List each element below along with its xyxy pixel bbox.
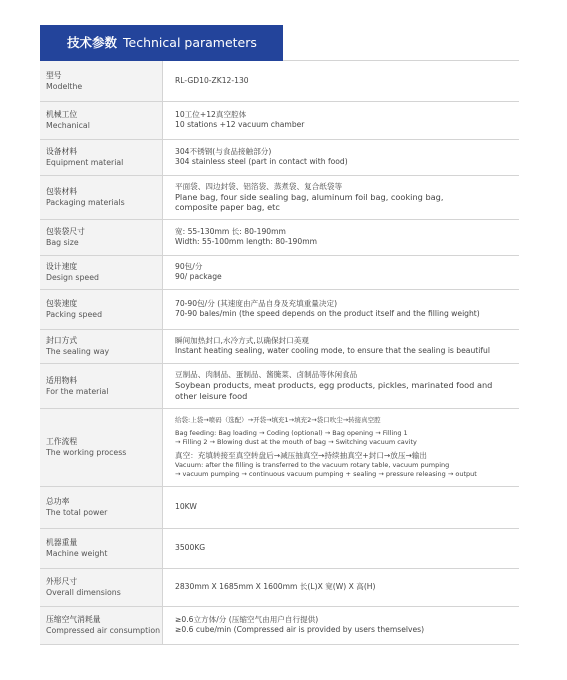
label-en: The sealing way [46, 347, 110, 356]
label-zh: 适用物料 [46, 375, 78, 385]
table-row [40, 175, 519, 219]
value-line: 2830mm X 1685mm X 1600mm 长(L)X 宽(W) X 高(H) [175, 582, 376, 591]
section-header-bar [40, 25, 283, 61]
header-title-en: Technical parameters [123, 35, 257, 50]
label-en: Bag size [46, 238, 79, 247]
value-line: Soybean products, meat products, egg products, pickles, marinated food and [175, 380, 493, 390]
row-label [40, 255, 163, 289]
section-header [40, 25, 283, 61]
value-line: Instant heating sealing, water cooling mode, to ensure that the sealing is beautiful [175, 346, 490, 355]
row-label [40, 486, 163, 528]
label-en: For the material [46, 386, 109, 396]
row-label [40, 528, 163, 568]
value-line: Vacuum: after the filling is transferred to the vacuum rotary table, vacuum pumping [175, 460, 450, 469]
value-line: → vacuum pumping → continuous vacuum pumping + sealing → pressure releasing → output [175, 469, 477, 478]
table-row [40, 329, 519, 363]
value-line: 平面袋、四边封袋、铝箔袋、蒸煮袋、复合纸袋等 [175, 181, 343, 191]
label-zh: 总功率 [46, 497, 70, 506]
label-zh: 包装材料 [46, 187, 78, 196]
label-en: Packing speed [46, 310, 103, 319]
row-label [40, 329, 163, 363]
label-en: Compressed air consumption [46, 626, 161, 635]
label-zh: 包装速度 [46, 299, 78, 308]
table-row [40, 101, 519, 139]
label-zh: 压缩空气消耗量 [46, 615, 101, 624]
row-value [163, 61, 520, 101]
value-line: 70-90 bales/min (the speed depends on the product itself and the filling weight) [175, 309, 480, 318]
row-value [163, 219, 520, 255]
label-en: The total power [46, 508, 108, 517]
row-label [40, 363, 163, 408]
row-value [163, 486, 520, 528]
value-line: other leisure food [175, 390, 248, 401]
table-row [40, 486, 519, 528]
value-line: Width: 55-100mm length: 80-190mm [175, 237, 318, 246]
row-value [163, 329, 520, 363]
row-value [163, 528, 520, 568]
row-value [163, 255, 520, 289]
value-line: ≥0.6 cube/min (Compressed air is provided by users themselves) [175, 625, 425, 634]
value-line: 304不锈钢(与食品接触部分) [175, 147, 272, 156]
table-row [40, 139, 519, 175]
row-label [40, 219, 163, 255]
label-zh: 封口方式 [46, 336, 78, 345]
table-row [40, 61, 519, 101]
label-zh: 设备材料 [46, 147, 78, 156]
value-line: 10 stations +12 vacuum chamber [175, 120, 305, 129]
label-en: Equipment material [46, 158, 124, 167]
label-en: The working process [46, 448, 127, 457]
value-line: 宽: 55-130mm 长: 80-190mm [175, 227, 286, 236]
label-en: Modelthe [46, 81, 83, 91]
label-zh: 型号 [46, 70, 62, 80]
row-value [163, 568, 520, 606]
value-line: RL-GD10-ZK12-130 [175, 75, 249, 85]
label-zh: 机器重量 [46, 538, 78, 547]
row-label [40, 568, 163, 606]
table-row [40, 363, 519, 408]
value-line: 90包/分 [175, 262, 203, 271]
label-zh: 外形尺寸 [46, 577, 78, 586]
label-en: Design speed [46, 273, 99, 282]
row-label [40, 175, 163, 219]
label-en: Mechanical [46, 121, 90, 130]
header-title-zh: 技术参数 [67, 35, 118, 50]
value-line: ≥0.6立方体/分 (压缩空气由用户自行提供) [175, 615, 319, 624]
value-line: 90/ package [175, 272, 222, 281]
row-label [40, 408, 163, 486]
value-line: → Filling 2 → Blowing dust at the mouth of bag → Switching vacuum cavity [175, 437, 417, 446]
value-line: 304 stainless steel (part in contact with food) [175, 157, 348, 166]
row-value [163, 606, 520, 644]
value-line: 豆制品、肉制品、蛋制品、酱腌菜、卤制品等休闲食品 [175, 370, 358, 379]
value-line: 10工位+12真空腔体 [175, 110, 247, 119]
row-label [40, 289, 163, 329]
row-label [40, 61, 163, 101]
table-row [40, 289, 519, 329]
value-line: 真空：充填转接至真空转盘后→减压抽真空→持续抽真空+封口→放压→输出 [175, 450, 428, 460]
value-line: 3500KG [175, 543, 206, 552]
label-en: Machine weight [46, 549, 108, 558]
label-en: Packaging materials [46, 198, 125, 207]
row-value [163, 139, 520, 175]
table-row [40, 255, 519, 289]
row-label [40, 101, 163, 139]
value-line: 10KW [175, 502, 197, 511]
value-line: composite paper bag, etc [175, 202, 280, 212]
table-row [40, 528, 519, 568]
value-line: 给袋:上袋→喷码（选配）→开袋→填充1→填充2→袋口吹尘→转接真空腔 [175, 415, 381, 424]
table-row [40, 408, 519, 486]
table-row [40, 219, 519, 255]
label-zh: 工作流程 [46, 437, 78, 446]
label-zh: 包装袋尺寸 [46, 227, 85, 236]
value-line: 瞬间加热封口,水冷方式,以确保封口美观 [175, 336, 309, 345]
row-label [40, 139, 163, 175]
parameters-table [40, 61, 519, 645]
table-row [40, 568, 519, 606]
label-en: Overall dimensions [46, 588, 121, 597]
table-row [40, 606, 519, 644]
row-label [40, 606, 163, 644]
row-value [163, 408, 520, 486]
value-line: 70-90包/分 (其速度由产品自身及充填重量决定) [175, 299, 338, 308]
row-value [163, 101, 520, 139]
value-line: Bag feeding: Bag loading → Coding (optional) → Bag opening → Filling 1 [175, 428, 408, 437]
label-zh: 设计速度 [46, 262, 78, 271]
label-zh: 机械工位 [46, 110, 78, 119]
value-line: Plane bag, four side sealing bag, aluminum foil bag, cooking bag, [175, 191, 444, 202]
row-value [163, 363, 520, 408]
row-value [163, 289, 520, 329]
row-value [163, 175, 520, 219]
